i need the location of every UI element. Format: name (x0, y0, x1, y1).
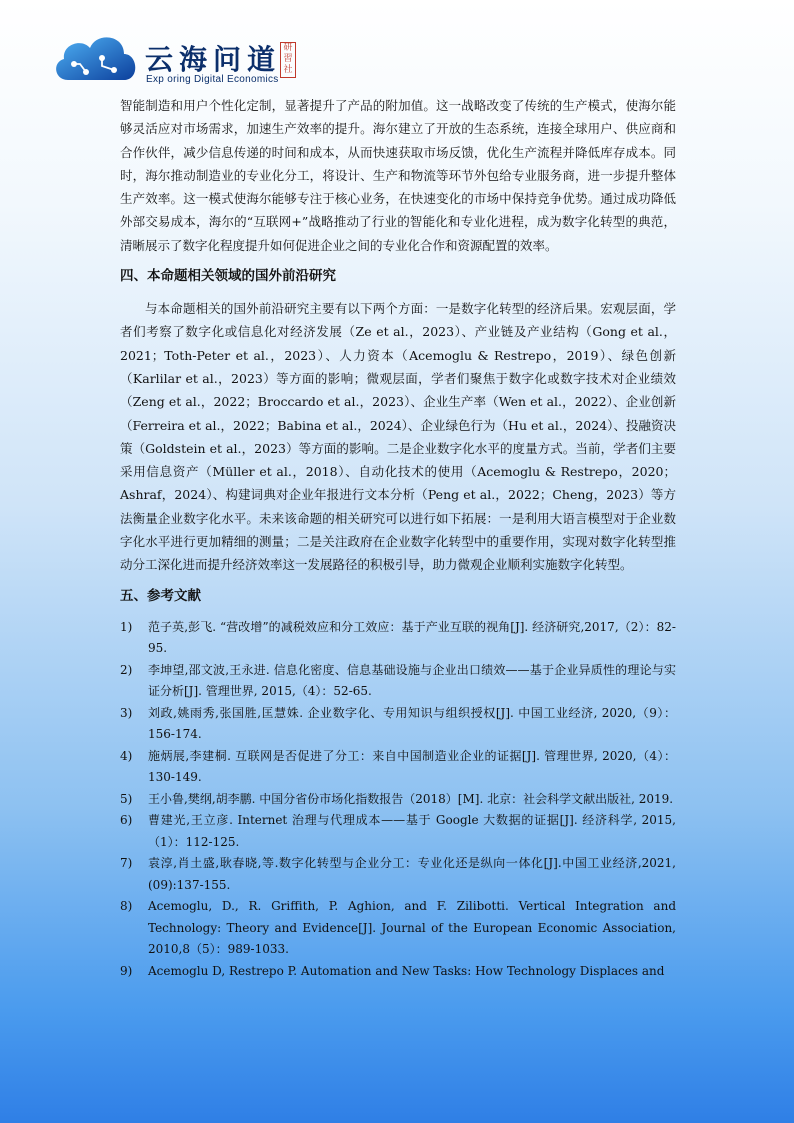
reference-number: 4) (120, 748, 133, 763)
reference-item (120, 896, 676, 961)
reference-list (120, 617, 676, 983)
reference-number: 5) (120, 791, 133, 806)
logo-seal: 研 習 社 (280, 42, 296, 78)
reference-text: 刘政,姚雨秀,张国胜,匡慧姝. 企业数字化、专用知识与组织授权[J]. 中国工业经济, 2020,（9）：156-174. (148, 705, 676, 742)
reference-number: 7) (120, 856, 133, 871)
reference-text: 施炳展,李建桐. 互联网是否促进了分工：来自中国制造业企业的证据[J]. 管理世界, 2020,（4）：130-149. (148, 748, 676, 785)
reference-number: 2) (120, 662, 133, 677)
reference-item (120, 617, 676, 660)
reference-number: 8) (120, 899, 133, 914)
section-heading: 四、本命题相关领域的国外前沿研究 (120, 268, 336, 285)
cloud-circuit-icon (50, 26, 142, 88)
logo-title: 云海问道 (145, 43, 282, 76)
reference-number: 3) (120, 705, 133, 720)
reference-number: 9) (120, 963, 133, 978)
reference-text: 曹建光,王立彦. Internet 治理与代理成本——基于 Google 大数据的证据[J]. 经济科学, 2015,（1）：112-125. (148, 813, 676, 849)
reference-item (120, 660, 676, 703)
reference-number: 6) (120, 813, 133, 828)
reference-text: 李坤望,邵文波,王永进. 信息化密度、信息基础设施与企业出口绩效——基于企业异质性的理论与实证分析[J]. 管理世界, 2015,（4）：52-65. (148, 662, 676, 699)
reference-text: 袁淳,肖土盛,耿春晓,等.数字化转型与企业分工：专业化还是纵向一体化[J].中国工业经济,2021,(09):137-155. (148, 856, 676, 892)
reference-item (120, 961, 676, 983)
body-paragraph: 智能制造和用户个性化定制，显著提升了产品的附加值。这一战略改变了传统的生产模式，使海尔能够灵活应对市场需求，加速生产效率的提升。海尔建立了开放的生态系统，连接全球用户、供应商和合作伙伴，减少信息传递的时间和成本，从而快速获取市场反馈，优化生产流程并降低库存成本。同时，海尔推动制造业的专业化分工，将设计、生产和物流等环节外包给专业服务商，进一步提升整体生产效率。这一模式使海尔能够专注于核心业务，在快速变化的市场中保持竞争优势。通过成功降低外部交易成本，海尔的“互联网+”战略推动了行业的智能化和专业化进程，成为数字化转型的典范，清晰展示了数字化程度提升如何促进企业之间的专业化合作和资源配置的效率。 (120, 98, 676, 253)
reference-text: 王小鲁,樊纲,胡李鹏. 中国分省份市场化指数报告（2018）[M]. 北京：社会科学文献出版社, 2019. (148, 791, 674, 806)
reference-item (120, 746, 676, 789)
reference-text: Acemoglu D, Restrepo P. Automation and New Tasks: How Technology Displaces and (148, 963, 665, 978)
reference-item (120, 810, 676, 853)
logo (50, 26, 310, 92)
reference-item (120, 853, 676, 896)
reference-text: 范子英,彭飞. “营改增”的减税效应和分工效应：基于产业互联的视角[J]. 经济研究,2017,（2）：82-95. (148, 619, 676, 656)
section-heading: 五、参考文献 (120, 587, 201, 604)
document-body (120, 94, 676, 982)
reference-item (120, 703, 676, 746)
reference-number: 1) (120, 619, 133, 634)
body-paragraph: 与本命题相关的国外前沿研究主要有以下两个方面：一是数字化转型的经济后果。宏观层面，学者们考察了数字化或信息化对经济发展（Ze et al.，2023）、产业链及产业结构（Gong et al.，2021；Toth-Peter et al.，2023）、人力资本（Acemoglu & Restrepo，2019）、绿色创新（Karlilar et al.，2023）等方面的影响；微观层面，学者们聚焦于数字化或数字技术对企业绩效（Zeng et al.，2022；Broccardo et al.，2023）、企业生产率（Wen et al.，2022）、企业创新（Ferreira et al.，2022；Babina et al.，2024）、企业绿色行为（Hu et al.，2024）、投融资决策（Goldstein et al.，2023）等方面的影响。二是企业数字化水平的度量方式。当前，学者们主要采用信息资产（Müller et al.，2018）、自动化技术的使用（Acemoglu & Restrepo，2020；Ashraf，2024）、构建词典对企业年报进行文本分析（Peng et al.，2022；Cheng，2023）等方法衡量企业数字化水平。未来该命题的相关研究可以进行如下拓展：一是利用大语言模型对于企业数字化水平进行更加精细的测量；二是关注政府在企业数字化转型中的重要作用，实现对数字化转型推动分工深化进而提升经济效率这一发展路径的积极引导，助力微观企业顺利实施数字化转型。 (120, 301, 676, 573)
reference-item (120, 789, 676, 811)
logo-subtitle: Exp oring Digital Economics (146, 74, 279, 85)
reference-text: Acemoglu, D., R. Griffith, P. Aghion, and F. Zilibotti. Vertical Integration and Technology: Theory and Evidence[J]. Journal of the European Economic Association, 2010,8（5）：989-1033. (148, 899, 676, 957)
